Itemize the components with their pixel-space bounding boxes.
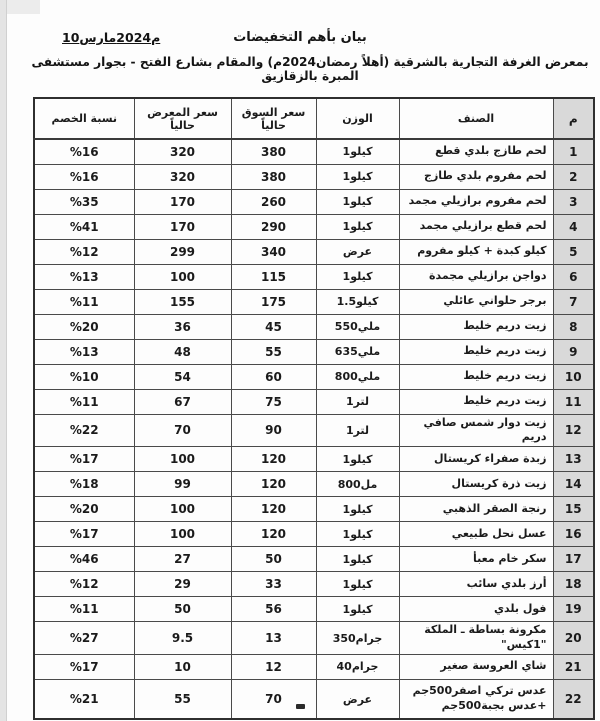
table-row <box>34 139 594 164</box>
weight-cell: 635ملي <box>316 339 399 364</box>
weight-cell: عرض <box>316 239 399 264</box>
table-row <box>34 164 594 189</box>
weight-cell: 1كيلو <box>316 597 399 622</box>
market-price-cell: 175 <box>231 289 316 314</box>
table-row <box>34 654 594 679</box>
page-title: بيان بأهم التخفيضات <box>233 30 367 45</box>
item-name-cell: رنجة الصقر الذهبي <box>399 497 553 522</box>
page-footer-mark <box>296 704 305 709</box>
discount-cell: %35 <box>34 189 134 214</box>
expo-price-cell: 48 <box>134 339 231 364</box>
expo-price-cell: 54 <box>134 364 231 389</box>
discount-cell: %20 <box>34 314 134 339</box>
row-index-cell: 3 <box>553 189 594 214</box>
table-row <box>34 472 594 497</box>
row-index-cell: 18 <box>553 572 594 597</box>
discount-cell: %22 <box>34 414 134 447</box>
table-row <box>34 679 594 719</box>
row-index-cell: 1 <box>553 139 594 164</box>
item-name-cell: زيت دريم خليط <box>399 339 553 364</box>
table-row <box>34 314 594 339</box>
market-price-cell: 45 <box>231 314 316 339</box>
market-price-cell: 290 <box>231 214 316 239</box>
header-market-price: سعر السوق حالياً <box>231 98 316 139</box>
item-name-cell: مكرونة بساطة ـ الملكة "1كيس" <box>399 622 553 655</box>
item-name-cell: برجر حلواني عائلي <box>399 289 553 314</box>
expo-price-cell: 99 <box>134 472 231 497</box>
weight-cell: 1كيلو <box>316 447 399 472</box>
item-name-cell: زيت دوار شمس صافي دريم <box>399 414 553 447</box>
expo-price-cell: 100 <box>134 447 231 472</box>
market-price-cell: 60 <box>231 364 316 389</box>
market-price-cell: 115 <box>231 264 316 289</box>
table-row <box>34 289 594 314</box>
row-index-cell: 10 <box>553 364 594 389</box>
weight-cell: 1كيلو <box>316 547 399 572</box>
market-price-cell: 340 <box>231 239 316 264</box>
market-price-cell: 75 <box>231 389 316 414</box>
item-name-cell: دواجن برازيلي مجمدة <box>399 264 553 289</box>
table-row <box>34 547 594 572</box>
market-price-cell: 380 <box>231 139 316 164</box>
header-index: م <box>553 98 594 139</box>
item-name-cell: فول بلدي <box>399 597 553 622</box>
weight-cell: 1كيلو <box>316 214 399 239</box>
row-index-cell: 9 <box>553 339 594 364</box>
table-header-row <box>34 98 594 139</box>
row-index-cell: 12 <box>553 414 594 447</box>
expo-price-cell: 155 <box>134 289 231 314</box>
weight-cell: 1كيلو <box>316 164 399 189</box>
market-price-cell: 120 <box>231 472 316 497</box>
item-name-cell: أرز بلدي سائب <box>399 572 553 597</box>
discount-cell: %11 <box>34 597 134 622</box>
row-index-cell: 5 <box>553 239 594 264</box>
market-price-cell: 70 <box>231 679 316 719</box>
table-row <box>34 339 594 364</box>
market-price-cell: 33 <box>231 572 316 597</box>
row-index-cell: 14 <box>553 472 594 497</box>
weight-cell: 1كيلو <box>316 139 399 164</box>
expo-price-cell: 100 <box>134 497 231 522</box>
expo-price-cell: 100 <box>134 264 231 289</box>
weight-cell: 350جرام <box>316 622 399 655</box>
discount-cell: %17 <box>34 654 134 679</box>
expo-price-cell: 170 <box>134 214 231 239</box>
table-row <box>34 572 594 597</box>
weight-cell: 1لتر <box>316 389 399 414</box>
expo-price-cell: 70 <box>134 414 231 447</box>
row-index-cell: 7 <box>553 289 594 314</box>
expo-price-cell: 299 <box>134 239 231 264</box>
market-price-cell: 50 <box>231 547 316 572</box>
weight-cell: 1لتر <box>316 414 399 447</box>
discount-cell: %11 <box>34 289 134 314</box>
weight-cell: 800مل <box>316 472 399 497</box>
item-name-cell: زيت ذرة كريستال <box>399 472 553 497</box>
date-month: مارس <box>79 30 117 45</box>
weight-cell: 1كيلو <box>316 497 399 522</box>
expo-price-cell: 170 <box>134 189 231 214</box>
market-price-cell: 380 <box>231 164 316 189</box>
table-row <box>34 522 594 547</box>
page-subtitle: بمعرض الغرفة التجارية بالشرقية (أهلاً رمضان2024م) والمقام بشارع الفتح - بجوار مستشفى المبرة بالزقازيق <box>31 55 589 83</box>
expo-price-cell: 320 <box>134 164 231 189</box>
discount-cell: %17 <box>34 447 134 472</box>
header-discount: نسبة الخصم <box>34 98 134 139</box>
market-price-cell: 120 <box>231 447 316 472</box>
row-index-cell: 17 <box>553 547 594 572</box>
table-row <box>34 622 594 655</box>
table-row <box>34 447 594 472</box>
table-row <box>34 414 594 447</box>
row-index-cell: 22 <box>553 679 594 719</box>
discount-price-table <box>33 97 595 720</box>
weight-cell: 800ملي <box>316 364 399 389</box>
expo-price-cell: 55 <box>134 679 231 719</box>
table-row <box>34 239 594 264</box>
market-price-cell: 260 <box>231 189 316 214</box>
expo-price-cell: 9.5 <box>134 622 231 655</box>
discount-cell: %16 <box>34 139 134 164</box>
row-index-cell: 21 <box>553 654 594 679</box>
weight-cell: 40جرام <box>316 654 399 679</box>
discount-cell: %13 <box>34 264 134 289</box>
table-row <box>34 497 594 522</box>
item-name-cell: لحم قطع برازيلي مجمد <box>399 214 553 239</box>
market-price-cell: 12 <box>231 654 316 679</box>
market-price-cell: 13 <box>231 622 316 655</box>
expo-price-cell: 29 <box>134 572 231 597</box>
weight-cell: 550ملي <box>316 314 399 339</box>
item-name-cell: عسل نحل طبيعي <box>399 522 553 547</box>
row-index-cell: 6 <box>553 264 594 289</box>
row-index-cell: 8 <box>553 314 594 339</box>
table-row <box>34 389 594 414</box>
expo-price-cell: 36 <box>134 314 231 339</box>
weight-cell: 1كيلو <box>316 189 399 214</box>
discount-cell: %20 <box>34 497 134 522</box>
market-price-cell: 120 <box>231 522 316 547</box>
market-price-cell: 55 <box>231 339 316 364</box>
item-name-cell: سكر خام معبأ <box>399 547 553 572</box>
discount-cell: %46 <box>34 547 134 572</box>
discount-cell: %10 <box>34 364 134 389</box>
expo-price-cell: 320 <box>134 139 231 164</box>
discount-cell: %18 <box>34 472 134 497</box>
document-date <box>62 30 160 45</box>
discount-cell: %12 <box>34 572 134 597</box>
table-row <box>34 264 594 289</box>
item-name-cell: لحم طازج بلدي قطع <box>399 139 553 164</box>
expo-price-cell: 27 <box>134 547 231 572</box>
row-index-cell: 16 <box>553 522 594 547</box>
market-price-cell: 56 <box>231 597 316 622</box>
scan-artifact-left-edge <box>0 0 7 721</box>
item-name-cell: زيت دريم خليط <box>399 389 553 414</box>
discount-cell: %12 <box>34 239 134 264</box>
discount-cell: %27 <box>34 622 134 655</box>
discount-cell: %13 <box>34 339 134 364</box>
item-name-cell: زيت دريم خليط <box>399 314 553 339</box>
expo-price-cell: 100 <box>134 522 231 547</box>
market-price-cell: 90 <box>231 414 316 447</box>
item-name-cell: لحم مفروم بلدي طازج <box>399 164 553 189</box>
item-name-cell: كيلو كبدة + كيلو مفروم <box>399 239 553 264</box>
row-index-cell: 13 <box>553 447 594 472</box>
weight-cell: عرض <box>316 679 399 719</box>
row-index-cell: 15 <box>553 497 594 522</box>
market-price-cell: 120 <box>231 497 316 522</box>
discount-cell: %21 <box>34 679 134 719</box>
expo-price-cell: 67 <box>134 389 231 414</box>
weight-cell: 1كيلو <box>316 572 399 597</box>
row-index-cell: 20 <box>553 622 594 655</box>
discount-cell: %16 <box>34 164 134 189</box>
header-item: الصنف <box>399 98 553 139</box>
item-name-cell: زيت دريم خليط <box>399 364 553 389</box>
expo-price-cell: 10 <box>134 654 231 679</box>
date-day: 10 <box>62 30 80 45</box>
item-name-cell: عدس تركي اصفر500جم +عدس بجبة500جم <box>399 679 553 719</box>
row-index-cell: 11 <box>553 389 594 414</box>
date-era-suffix: م <box>151 30 161 45</box>
table-row <box>34 597 594 622</box>
table-row <box>34 189 594 214</box>
discount-cell: %17 <box>34 522 134 547</box>
row-index-cell: 4 <box>553 214 594 239</box>
row-index-cell: 19 <box>553 597 594 622</box>
discount-cell: %41 <box>34 214 134 239</box>
header-expo-price: سعر المعرض حالياً <box>134 98 231 139</box>
item-name-cell: لحم مفروم برازيلي مجمد <box>399 189 553 214</box>
price-table-body <box>34 139 594 719</box>
weight-cell: 1كيلو <box>316 522 399 547</box>
item-name-cell: شاي العروسة صغير <box>399 654 553 679</box>
item-name-cell: زبدة صفراء كريستال <box>399 447 553 472</box>
discount-cell: %11 <box>34 389 134 414</box>
expo-price-cell: 50 <box>134 597 231 622</box>
table-row <box>34 214 594 239</box>
weight-cell: 1.5كيلو <box>316 289 399 314</box>
weight-cell: 1كيلو <box>316 264 399 289</box>
header-weight: الوزن <box>316 98 399 139</box>
date-year: 2024 <box>116 30 152 45</box>
table-row <box>34 364 594 389</box>
row-index-cell: 2 <box>553 164 594 189</box>
